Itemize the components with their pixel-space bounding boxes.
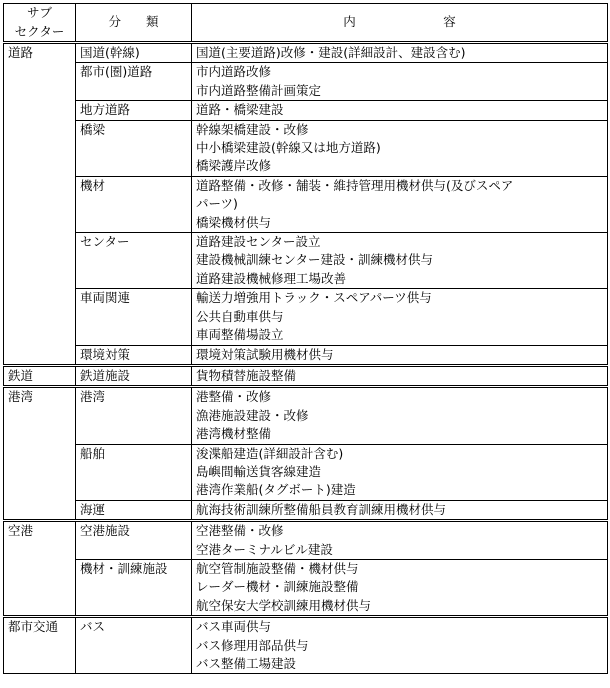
content-line: 航空管制施設整備・機材供与 [196,560,359,576]
table-row [4,521,608,560]
content-line: 貨物積替施設整備 [196,367,297,383]
content-cell [192,176,608,232]
header-category: 分 類 [76,4,192,43]
header-subsector-line1: サブ [26,5,52,21]
content-cell [192,101,608,120]
header-subsector [4,4,76,43]
table-row [4,289,608,345]
table-row [4,120,608,176]
content-line: パーツ) [196,196,238,212]
category-cell: 環境対策 [76,345,192,365]
sector-urban-transit: 都市交通 [4,617,76,674]
header-subsector-line2: セクター [14,23,65,39]
sector-classification-table [3,3,608,674]
table-row [4,500,608,520]
content-line: 空港ターミナルビル建設 [196,541,333,557]
content-cell [192,345,608,365]
table-row [4,365,608,386]
content-line: 道路整備・改修・舗装・維持管理用機材供与(及びスペア [196,177,514,193]
content-line: 空港整備・改修 [196,523,284,539]
content-cell [192,559,608,616]
sector-rail: 鉄道 [4,365,76,386]
category-cell: 港湾 [76,387,192,444]
content-line: 港湾機材整備 [196,426,272,442]
content-cell [192,521,608,560]
table-row [4,387,608,444]
table-row [4,233,608,289]
content-line: 道路建設機械修理工場改善 [196,270,347,286]
content-line: 市内道路改修 [196,64,272,80]
content-line: 港整備・改修 [196,389,272,405]
header-row [4,4,608,43]
content-line: 環境対策試験用機材供与 [196,346,334,362]
content-cell [192,444,608,500]
header-content: 内 容 [192,4,608,43]
content-line: バス修理用部品供与 [196,637,309,653]
content-line: 橋梁護岸改修 [196,158,272,174]
content-line: 中小橋梁建設(幹線又は地方道路) [196,140,381,156]
category-cell: 船舶 [76,444,192,500]
content-cell [192,120,608,176]
content-cell [192,63,608,101]
table-row [4,345,608,365]
content-line: 港湾作業船(タグボート)建造 [196,482,356,498]
content-line: 浚渫船建造(詳細設計含む) [196,445,344,461]
table-row [4,444,608,500]
table-row [4,101,608,120]
content-line: 公共自動車供与 [196,308,284,324]
table-row [4,63,608,101]
content-cell [192,500,608,520]
sector-port: 港湾 [4,387,76,521]
category-cell: 橋梁 [76,120,192,176]
content-cell [192,365,608,386]
content-line: バス車両供与 [196,619,272,635]
content-line: 道路建設センター設立 [196,234,321,250]
content-line: 市内道路整備計画策定 [196,82,322,98]
category-cell: 都市(圏)道路 [76,63,192,101]
category-cell: 空港施設 [76,521,192,560]
category-cell: 海運 [76,500,192,520]
content-line: バス整備工場建設 [196,656,297,671]
content-cell [192,289,608,345]
category-cell: 機材・訓練施設 [76,559,192,616]
table-row [4,43,608,63]
content-line: レーダー機材・訓練施設整備 [196,579,359,595]
content-cell [192,233,608,289]
content-line: 国道(主要道路)改修・建設(詳細設計、建設含む) [196,45,466,60]
content-line: 漁港施設建設・改修 [196,407,309,423]
category-cell: 国道(幹線) [76,43,192,63]
sector-airport: 空港 [4,521,76,617]
content-line: 橋梁機材供与 [196,214,272,230]
category-cell: バス [76,617,192,674]
content-cell [192,387,608,444]
content-line: 輸送力増強用トラック・スペアパーツ供与 [196,290,432,306]
sector-road: 道路 [4,43,76,366]
content-line: 車両整備場設立 [196,327,284,343]
table-row [4,176,608,232]
content-line: 建設機械訓練センター建設・訓練機材供与 [196,252,434,268]
content-line: 航空保安大学校訓練用機材供与 [196,597,372,613]
table-row [4,617,608,674]
content-line: 道路・橋梁建設 [196,102,284,118]
content-line: 航海技術訓練所整備船員教育訓練用機材供与 [196,501,447,517]
content-line: 幹線架橋建設・改修 [196,121,309,137]
content-cell [192,617,608,674]
category-cell: センター [76,233,192,289]
category-cell: 機材 [76,176,192,232]
category-cell: 車両関連 [76,289,192,345]
category-cell: 鉄道施設 [76,365,192,386]
content-cell [192,43,608,63]
content-line: 島嶼間輸送貨客線建造 [196,463,322,479]
category-cell: 地方道路 [76,101,192,120]
table-row [4,559,608,616]
